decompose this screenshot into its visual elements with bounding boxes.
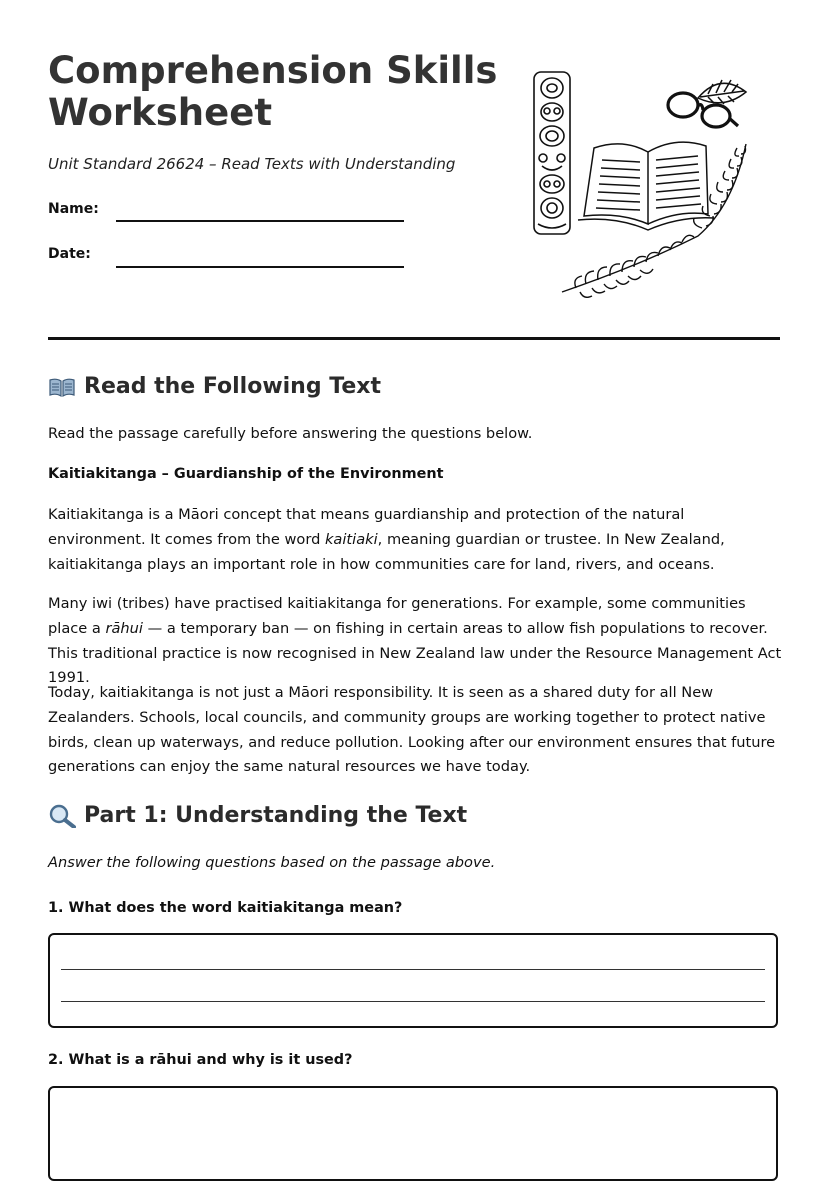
question-2: 2. What is a rāhui and why is it used?	[48, 1052, 353, 1068]
p2-text-a: Many iwi (tribes) have practised kaitiakitanga for generations. For example, some communities place a	[48, 595, 746, 637]
carving-icon	[534, 72, 570, 234]
answer-box-2[interactable]	[48, 1086, 778, 1181]
title-line-2: Worksheet	[48, 91, 273, 134]
read-text-heading	[48, 374, 381, 399]
answer-line	[61, 1001, 765, 1002]
passage-paragraph-2	[48, 592, 783, 691]
read-text-heading-label: Read the Following Text	[84, 374, 381, 399]
p1-emphasis: kaitiaki	[324, 530, 378, 548]
p2-emphasis: rāhui	[105, 619, 143, 637]
title-line-1: Comprehension Skills	[48, 49, 498, 92]
book-icon	[578, 142, 714, 230]
part1-instructions: Answer the following questions based on the passage above.	[48, 854, 496, 871]
reading-intro: Read the passage carefully before answering the questions below.	[48, 425, 533, 442]
leaf-icon	[698, 80, 746, 104]
date-field[interactable]	[116, 266, 404, 268]
passage-paragraph-3: Today, kaitiakitanga is not just a Māori responsibility. It is seen as a shared duty for all New Zealanders. Schools, local councils, and community groups are working together to protect native birds, clean up waterways, and reduce pollution. Looking after our environment ensures that future generations can enjoy the same natural resources we have today.	[48, 684, 776, 776]
date-label: Date:	[48, 246, 91, 262]
glasses-icon	[668, 93, 738, 127]
unit-standard-subtitle: Unit Standard 26624 – Read Texts with Understanding	[48, 155, 456, 173]
worksheet-title	[48, 50, 508, 134]
answer-line	[61, 969, 765, 970]
name-label: Name:	[48, 201, 99, 217]
p2-text-b: — a temporary ban — on fishing in certain areas to allow fish populations to recover. This traditional practice is now recognised in New Zealand law under the Resource Management Act 1991.	[48, 619, 782, 687]
passage-title: Kaitiakitanga – Guardianship of the Environment	[48, 466, 444, 482]
p1-text-b: , meaning guardian or trustee. In New Zealand, kaitiakitanga plays an important role in how communities care for land, rivers, and oceans.	[48, 530, 725, 573]
open-book-icon	[48, 375, 76, 399]
header-divider	[48, 337, 780, 340]
part1-heading	[48, 803, 467, 828]
passage-paragraph-1	[48, 503, 783, 577]
answer-box-1[interactable]	[48, 933, 778, 1028]
magnifier-icon	[48, 804, 76, 828]
header-illustration	[528, 66, 753, 298]
question-1: 1. What does the word kaitiakitanga mean?	[48, 900, 403, 916]
part1-heading-label: Part 1: Understanding the Text	[84, 803, 468, 828]
name-field[interactable]	[116, 220, 404, 222]
p1-text-a: Kaitiakitanga is a Māori concept that means guardianship and protection of the natural environment. It comes from the word	[48, 506, 685, 548]
